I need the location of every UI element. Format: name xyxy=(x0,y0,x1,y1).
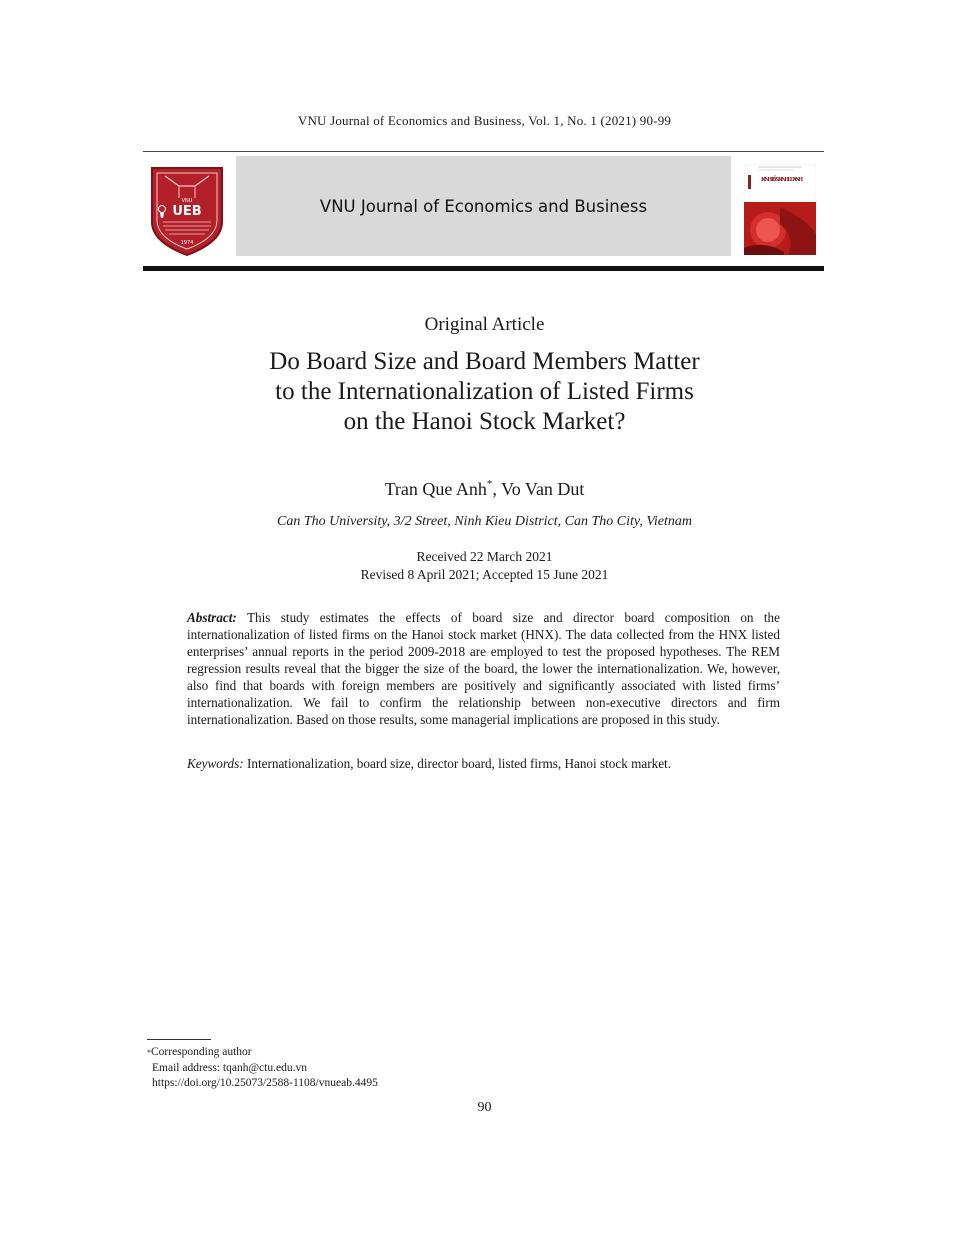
svg-text:UEB: UEB xyxy=(172,204,202,219)
keywords-text: Internationalization, board size, director board, listed firms, Hanoi stock market. xyxy=(246,756,672,771)
abstract xyxy=(187,609,780,728)
doi-link[interactable]: https://doi.org/10.25073/2588-1108/vnueab.4495 xyxy=(152,1077,378,1089)
ueb-logo xyxy=(149,162,225,257)
article-type: Original Article xyxy=(424,314,545,335)
header-rule-bottom xyxy=(143,266,824,271)
author-list xyxy=(0,479,969,500)
journal-citation: VNU Journal of Economics and Business, Vol. 1, No. 1 (2021) 90-99 xyxy=(297,113,672,128)
footnotes xyxy=(147,1045,378,1092)
revised-accepted-date: Revised 8 April 2021; Accepted 15 June 2021 xyxy=(360,567,609,582)
received-date: Received 22 March 2021 xyxy=(416,549,553,564)
email-address: Email address: tqanh@ctu.edu.vn xyxy=(152,1061,307,1074)
journal-cover-thumbnail xyxy=(744,164,816,255)
affiliation: Can Tho University, 3/2 Street, Ninh Kieu District, Can Tho City, Vietnam xyxy=(277,514,692,529)
svg-text:KINH TẾ & KINH DOANH: KINH TẾ & KINH DOANH xyxy=(761,177,803,183)
author-name: , Vo Van Dut xyxy=(492,479,585,499)
article-dates xyxy=(0,548,969,584)
keywords xyxy=(187,755,780,772)
author-name: Tran Que Anh xyxy=(384,479,487,499)
svg-text:1974: 1974 xyxy=(180,240,194,246)
title-line: Do Board Size and Board Members Matter xyxy=(269,348,700,375)
footnote-mark: * xyxy=(147,1048,151,1057)
article-title xyxy=(0,347,969,437)
abstract-text: This study estimates the effects of board size and director board composition on the internationalization of listed firms on the Hanoi stock market (HNX). The data collected from the HNX listed enterprises’ annual reports in the period 2009-2018 are employed to test the proposed hypotheses. The REM regression results reveal that the bigger the size of the board, the lower the internationalization. We, however, also find that boards with foreign members are positively and significantly associated with listed firms’ internationalization. We fail to confirm the relationship between non-executive directors and firm internationalization. Based on those results, some managerial implications are proposed in this study. xyxy=(187,610,780,727)
footnote-rule xyxy=(147,1039,211,1040)
header-rule-top xyxy=(143,151,824,152)
banner-title: VNU Journal of Economics and Business xyxy=(319,196,648,216)
page-number: 90 xyxy=(477,1100,492,1115)
keywords-label: Keywords: xyxy=(187,756,244,771)
corresponding-mark: * xyxy=(486,478,493,490)
svg-text:VNU: VNU xyxy=(181,198,193,204)
journal-banner xyxy=(236,156,731,256)
corresponding-author-note xyxy=(147,1045,378,1061)
corresponding-author-text: Corresponding author xyxy=(151,1046,252,1058)
title-line: to the Internationalization of Listed Firms xyxy=(275,378,694,405)
title-line: on the Hanoi Stock Market? xyxy=(343,408,626,435)
abstract-label: Abstract: xyxy=(187,610,237,625)
